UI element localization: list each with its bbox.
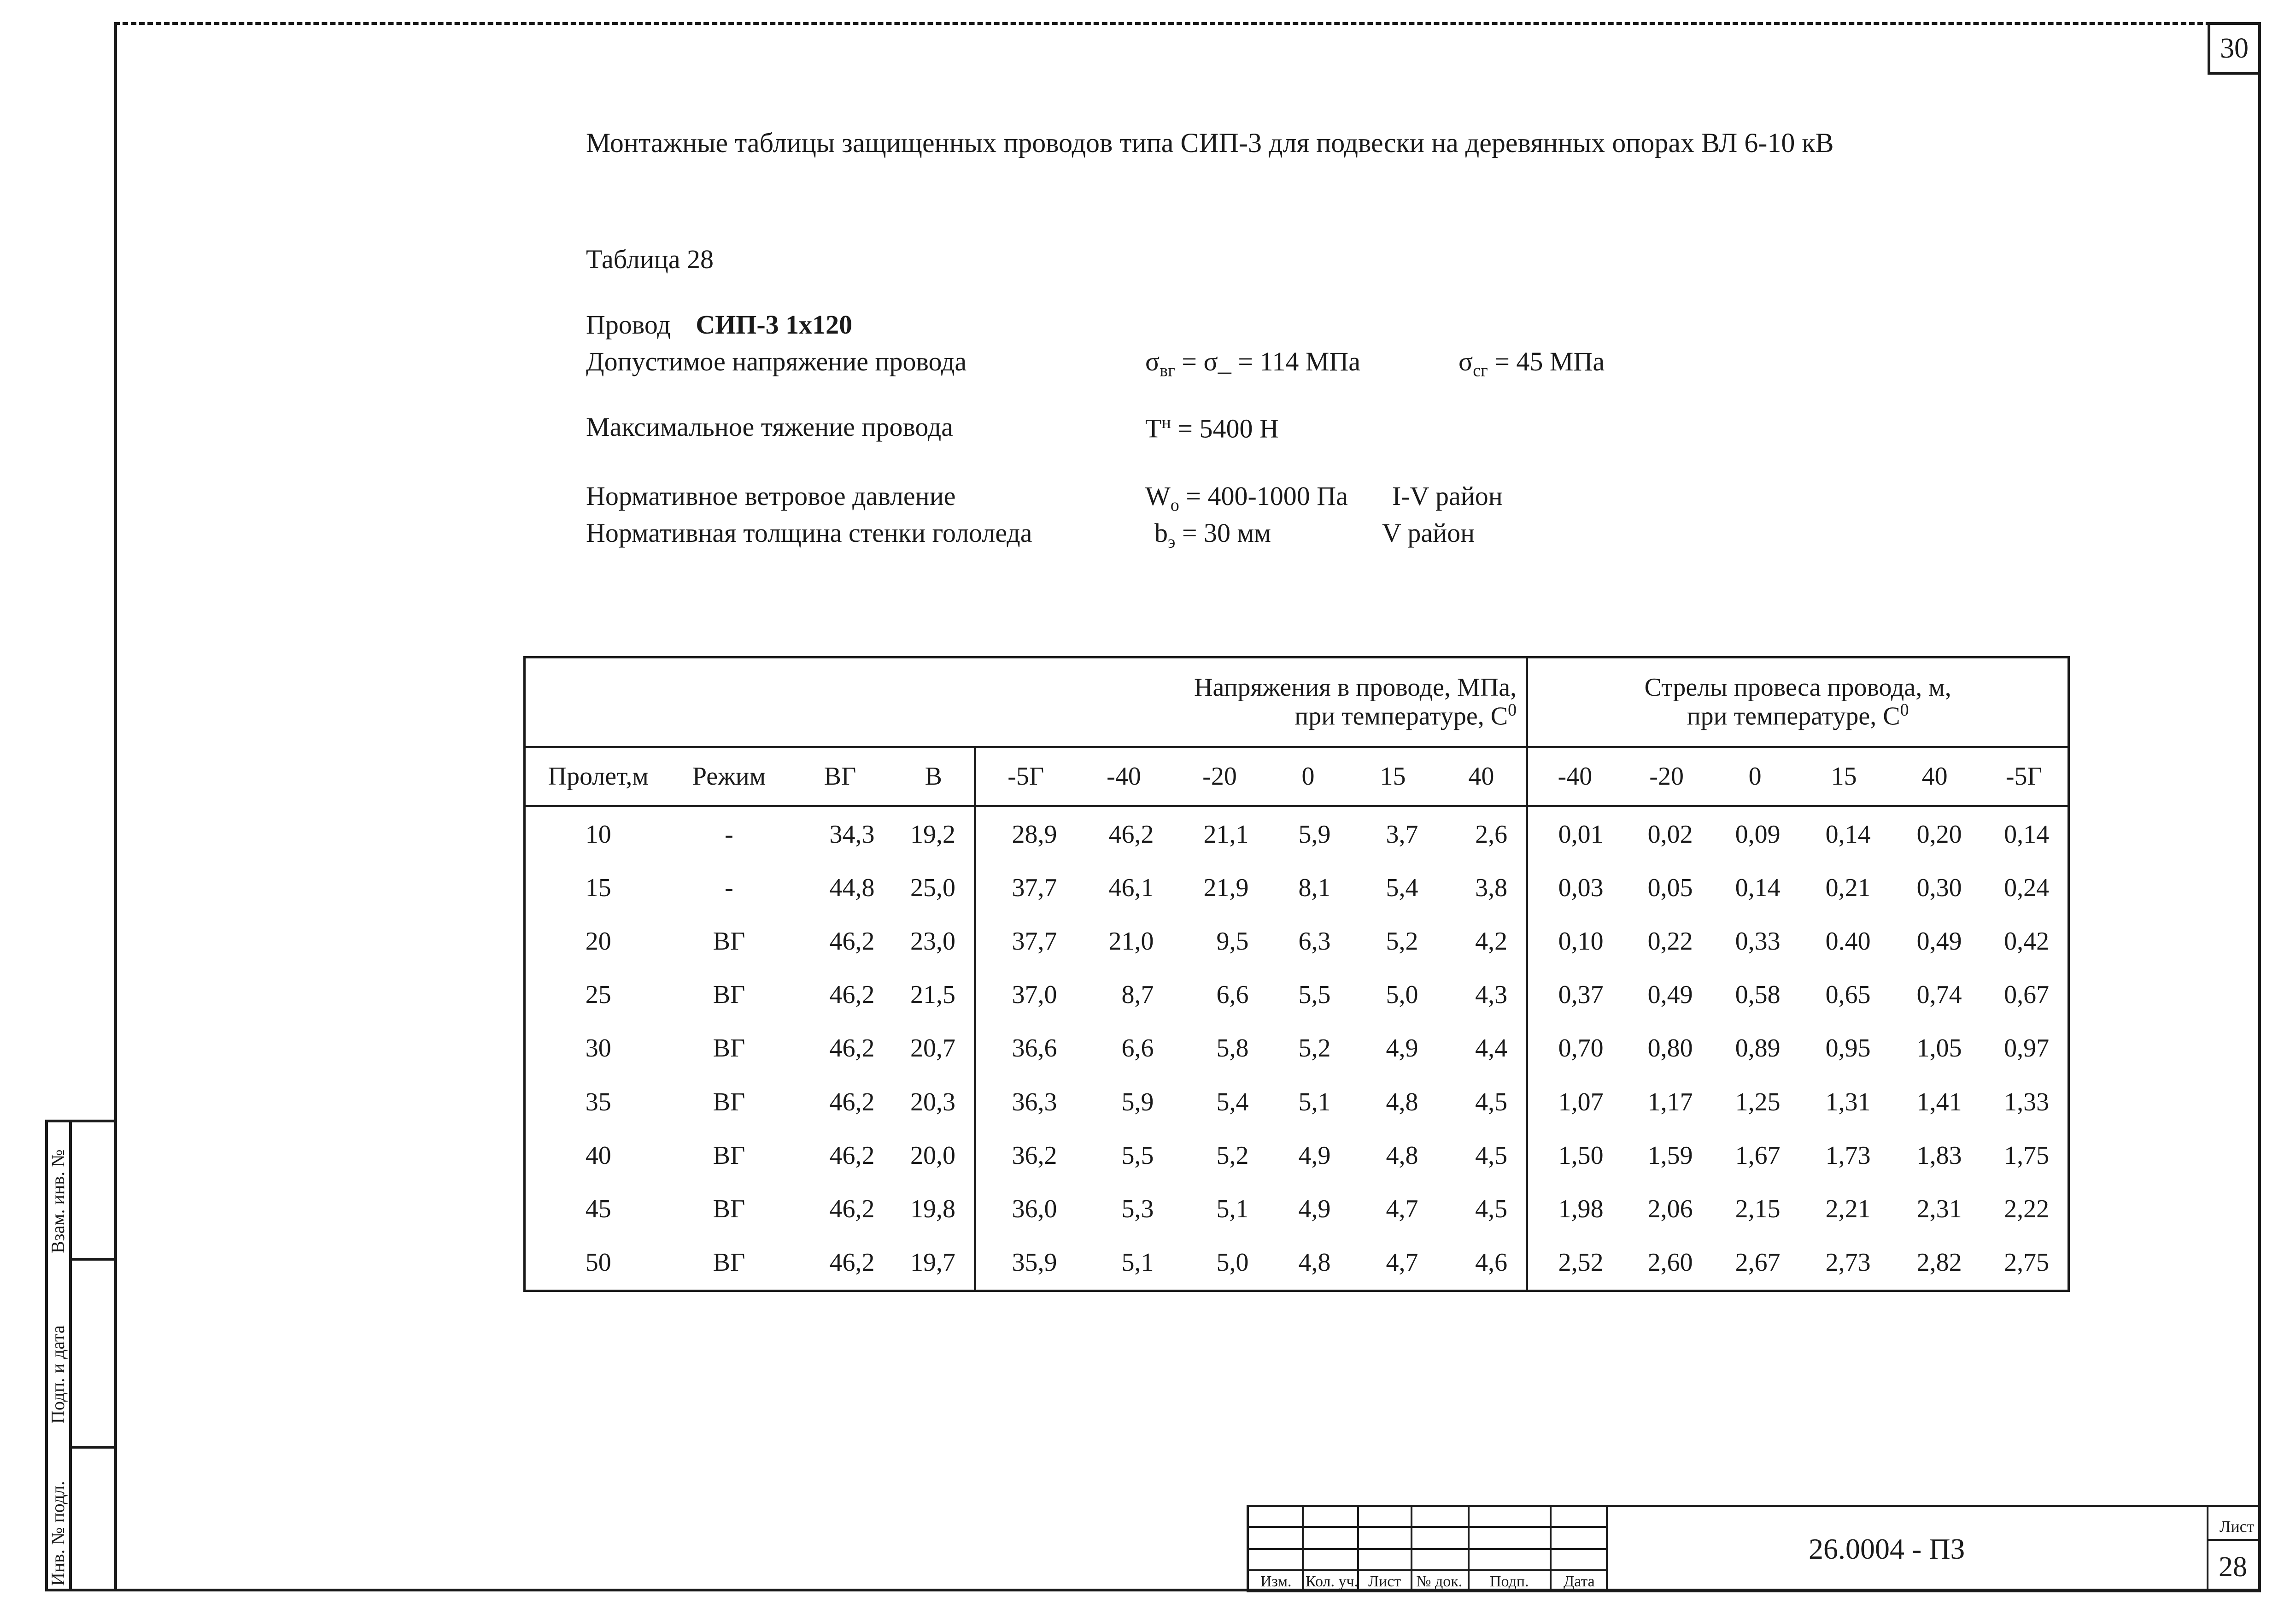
table-cell: 2,75 — [1980, 1236, 2069, 1289]
table-cell: 5,9 — [1298, 820, 1331, 849]
col-header: 40 — [1889, 747, 1980, 806]
tb-label-list: Лист — [1368, 1573, 1401, 1590]
table-cell: 0,67 — [1980, 968, 2069, 1021]
table-row — [525, 1075, 2069, 1129]
col-header: Пролет,м — [525, 747, 671, 806]
table-cell: 1,25 — [1735, 1087, 1781, 1116]
table-cell: 46,2 — [829, 1194, 875, 1223]
table-row — [525, 861, 2069, 915]
title-block-hline — [1247, 1569, 1606, 1571]
table-cell: 0,14 — [1825, 820, 1871, 849]
ice-eq: = 30 мм — [1175, 518, 1271, 548]
table-row — [525, 1236, 2069, 1289]
table-cell: 0,33 — [1735, 927, 1781, 956]
filler-cell-1 — [525, 1289, 975, 1291]
table-cell: 19,7 — [893, 1236, 975, 1289]
col-header: -20 — [1172, 747, 1267, 806]
table-row — [525, 968, 2069, 1021]
col-header: 40 — [1437, 747, 1527, 806]
table-cell: 36,0 — [1012, 1194, 1057, 1223]
max-tension-value — [1145, 414, 1279, 442]
filler-cell-2 — [975, 1289, 1527, 1291]
table-cell: 5,2 — [1216, 1141, 1249, 1170]
table-cell: 0,02 — [1647, 820, 1693, 849]
table-cell: 4,9 — [1386, 1034, 1418, 1063]
title-block-vline — [2207, 1505, 2208, 1592]
table-cell: 5,3 — [1121, 1194, 1154, 1223]
table-cell: 5,0 — [1386, 980, 1418, 1010]
table-cell: 0,22 — [1647, 927, 1693, 956]
table-group-header-row — [525, 657, 2069, 747]
title-block-hline — [1247, 1548, 1606, 1550]
tb-label-podp: Подп. — [1490, 1573, 1529, 1590]
table-cell: 0,49 — [1916, 927, 1962, 956]
sheet-number: 28 — [2219, 1551, 2247, 1583]
allowable-stress-label: Допустимое напряжение провода — [586, 346, 967, 376]
wire-line — [586, 311, 852, 338]
table-cell: 37,7 — [1012, 927, 1057, 956]
table-cell: 21,5 — [893, 968, 975, 1021]
table-cell: 35,9 — [1012, 1248, 1057, 1277]
stress-eq1: = σ_ = 114 МПа — [1175, 346, 1361, 376]
stress-group-subtitle: при температуре, С — [1294, 702, 1508, 731]
col-header: 0 — [1711, 747, 1799, 806]
table-cell: 4,7 — [1386, 1248, 1418, 1277]
stress-group-title: Напряжения в проводе, МПа, — [1194, 673, 1517, 702]
col-header: 15 — [1799, 747, 1889, 806]
table-cell: 0,80 — [1647, 1034, 1693, 1063]
ice-value — [1154, 520, 1271, 551]
tb-label-doc: № док. — [1416, 1573, 1463, 1590]
tb-label-izm: Изм. — [1260, 1573, 1292, 1590]
side-stamp-vzam-inv: Взам. инв. № — [47, 1149, 68, 1253]
side-stamp-vline — [69, 1120, 72, 1591]
side-stamp-inv-podl: Инв. № подл. — [47, 1481, 68, 1586]
table-cell: 2,60 — [1647, 1248, 1693, 1277]
table-cell: 2,6 — [1437, 806, 1527, 861]
title-block-vline — [1302, 1505, 1304, 1592]
table-cell: ВГ — [713, 1248, 745, 1277]
table-cell: 4,3 — [1437, 968, 1527, 1021]
table-cell: 0,30 — [1916, 874, 1962, 903]
installation-table — [523, 656, 2070, 1292]
table-cell: 5,1 — [1216, 1194, 1249, 1223]
col-header: -40 — [1076, 747, 1172, 806]
table-cell: 4,7 — [1386, 1194, 1418, 1223]
ice-label: Нормативная толщина стенки гололеда — [586, 518, 1032, 548]
col-header: -20 — [1622, 747, 1711, 806]
table-cell: ВГ — [713, 927, 745, 956]
table-cell: 0,09 — [1735, 820, 1781, 849]
table-cell: 2,22 — [1980, 1182, 2069, 1236]
wind-label: Нормативное ветровое давление — [586, 481, 956, 511]
table-cell: 46,2 — [829, 980, 875, 1010]
side-stamp-podp-data: Подп. и дата — [47, 1325, 68, 1424]
table-cell: 5,4 — [1386, 874, 1418, 903]
wire-value: СИП-3 1х120 — [696, 310, 853, 340]
table-cell: 40 — [525, 1129, 671, 1182]
table-cell: 46,2 — [829, 927, 875, 956]
table-cell: 28,9 — [1012, 820, 1057, 849]
sag-group-header — [1527, 657, 2069, 747]
table-cell: 4,9 — [1298, 1194, 1331, 1223]
table-cell: 20 — [525, 915, 671, 968]
max-tension-label: Максимальное тяжение провода — [586, 412, 954, 442]
table-cell: 1,73 — [1825, 1141, 1871, 1170]
table-cell: 0,14 — [1980, 806, 2069, 861]
table-cell: 4,5 — [1437, 1182, 1527, 1236]
tb-label-data: Дата — [1564, 1573, 1595, 1590]
table-cell: 21,0 — [1108, 927, 1154, 956]
table-cell: 4,8 — [1386, 1087, 1418, 1116]
table-cell: 1,41 — [1916, 1087, 1962, 1116]
sigma-sg: σ — [1458, 346, 1473, 376]
table-cell: 6,6 — [1121, 1034, 1154, 1063]
table-cell: 0,97 — [1980, 1021, 2069, 1075]
table-row — [525, 915, 2069, 968]
table-column-header-row — [525, 747, 2069, 806]
table-cell: 20,7 — [893, 1021, 975, 1075]
table-cell: 2,67 — [1735, 1248, 1781, 1277]
table-row — [525, 1021, 2069, 1075]
degree-sup-2: 0 — [1900, 700, 1909, 720]
table-cell: 5,2 — [1298, 1034, 1331, 1063]
table-cell: 2,31 — [1916, 1194, 1962, 1223]
table-cell: 0,49 — [1647, 980, 1693, 1010]
stress-group-header — [525, 657, 1527, 747]
title-block-vline — [1550, 1505, 1552, 1592]
table-cell: 36,6 — [1012, 1034, 1057, 1063]
wind-region: I-V район — [1392, 481, 1503, 511]
table-cell: 2,73 — [1825, 1248, 1871, 1277]
table-cell: 15 — [525, 861, 671, 915]
table-cell: 2,52 — [1558, 1248, 1604, 1277]
col-header: Режим — [671, 747, 787, 806]
table-cell: 20,3 — [893, 1075, 975, 1129]
side-stamp-divider — [69, 1446, 114, 1449]
table-cell: 3,8 — [1437, 861, 1527, 915]
table-cell: 21,9 — [1203, 874, 1249, 903]
side-stamp-divider — [69, 1258, 114, 1261]
table-cell: 46,2 — [1108, 820, 1154, 849]
stress-eq2: = 45 МПа — [1488, 346, 1605, 376]
table-cell: 35 — [525, 1075, 671, 1129]
sigma-vg: σ — [1145, 346, 1160, 376]
tension-eq: = 5400 Н — [1171, 413, 1279, 444]
table-cell: 45 — [525, 1182, 671, 1236]
table-cell: 50 — [525, 1236, 671, 1289]
table-cell: 23,0 — [893, 915, 975, 968]
table-cell: 2,15 — [1735, 1194, 1781, 1223]
table-cell: 2,21 — [1825, 1194, 1871, 1223]
table-row — [525, 806, 2069, 861]
tension-symbol: T — [1145, 413, 1162, 444]
table-cell: 0,89 — [1735, 1034, 1781, 1063]
col-header: -5Г — [975, 747, 1076, 806]
table-cell: 0,37 — [1558, 980, 1604, 1010]
table-cell: 1,07 — [1558, 1087, 1604, 1116]
table-cell: 4,8 — [1298, 1248, 1331, 1277]
table-cell: 2,06 — [1647, 1194, 1693, 1223]
document-title: Монтажные таблицы защищенных проводов типа СИП-3 для подвески на деревянных опорах ВЛ 6-10 кВ — [586, 128, 1834, 158]
table-cell: 0,24 — [1980, 861, 2069, 915]
table-cell: ВГ — [713, 980, 745, 1010]
title-block-hline — [2207, 1539, 2261, 1541]
title-block-vline — [1411, 1505, 1412, 1592]
table-label: Таблица 28 — [586, 244, 714, 274]
table-cell: 1,05 — [1916, 1034, 1962, 1063]
sigma-vg-sub: вг — [1160, 361, 1175, 381]
table-cell: 5,9 — [1121, 1087, 1154, 1116]
wire-label: Провод — [586, 310, 671, 340]
ice-region: V район — [1382, 518, 1475, 548]
table-cell: ВГ — [713, 1141, 745, 1170]
table-cell: 1,98 — [1558, 1194, 1604, 1223]
table-cell: 30 — [525, 1021, 671, 1075]
table-cell: 3,7 — [1386, 820, 1418, 849]
table-cell: 4,4 — [1437, 1021, 1527, 1075]
table-cell: ВГ — [713, 1087, 745, 1116]
table-cell: 5,8 — [1216, 1034, 1249, 1063]
table-cell: 0,14 — [1735, 874, 1781, 903]
table-cell: 36,2 — [1012, 1141, 1057, 1170]
col-header: 15 — [1349, 747, 1437, 806]
table-cell: 46,2 — [829, 1034, 875, 1063]
wind-symbol: W — [1145, 481, 1171, 511]
table-cell: 4,2 — [1437, 915, 1527, 968]
table-cell: 5,1 — [1121, 1248, 1154, 1277]
table-row — [525, 1129, 2069, 1182]
table-cell: 34,3 — [829, 820, 875, 849]
tb-label-kol-uch: Кол. уч. — [1306, 1573, 1359, 1590]
page-number-top: 30 — [2208, 22, 2261, 75]
table-cell: 1,50 — [1558, 1141, 1604, 1170]
table-cell: 19,8 — [893, 1182, 975, 1236]
table-cell: ВГ — [713, 1034, 745, 1063]
table-cell: 19,2 — [893, 806, 975, 861]
sag-group-subtitle: при температуре, С — [1687, 702, 1900, 731]
table-cell: 1,83 — [1916, 1141, 1962, 1170]
col-header: 0 — [1267, 747, 1349, 806]
table-cell: 5,0 — [1216, 1248, 1249, 1277]
table-cell: 1,59 — [1647, 1141, 1693, 1170]
allowable-stress-value — [1145, 348, 1360, 380]
filler-cell-3 — [1527, 1289, 2069, 1291]
table-cell: 5,2 — [1386, 927, 1418, 956]
table-cell: 6,3 — [1298, 927, 1331, 956]
table-cell: 5,5 — [1298, 980, 1331, 1010]
table-cell: ВГ — [713, 1194, 745, 1223]
stress-sg-value — [1458, 348, 1605, 380]
table-cell: 4,5 — [1437, 1075, 1527, 1129]
table-cell: 1,67 — [1735, 1141, 1781, 1170]
table-cell: 46,1 — [1108, 874, 1154, 903]
sheet-label: Лист — [2220, 1517, 2255, 1536]
table-cell: 0,10 — [1558, 927, 1604, 956]
table-cell: 0,42 — [1980, 915, 2069, 968]
table-cell: 0,01 — [1558, 820, 1604, 849]
table-filler-row — [525, 1289, 2069, 1291]
table-cell: 0,21 — [1825, 874, 1871, 903]
col-header: ВГ — [787, 747, 893, 806]
table-cell: 36,3 — [1012, 1087, 1057, 1116]
document-code: 26.0004 - ПЗ — [1809, 1532, 1965, 1565]
table-cell: - — [725, 874, 733, 903]
table-cell: 4,9 — [1298, 1141, 1331, 1170]
table-cell: 0,74 — [1916, 980, 1962, 1010]
wind-sub: o — [1170, 495, 1179, 515]
degree-sup-1: 0 — [1508, 700, 1517, 720]
title-block-vline — [1606, 1505, 1608, 1592]
table-cell: 5,1 — [1298, 1087, 1331, 1116]
table-cell: - — [725, 820, 733, 849]
table-row — [525, 1182, 2069, 1236]
table-cell: 0.40 — [1825, 927, 1871, 956]
table-cell: 10 — [525, 806, 671, 861]
table-cell: 4,6 — [1437, 1236, 1527, 1289]
ice-sub: э — [1168, 532, 1176, 552]
title-block-vline — [1468, 1505, 1470, 1592]
col-header: -5Г — [1980, 747, 2069, 806]
table-cell: 5,5 — [1121, 1141, 1154, 1170]
table-cell: 21,1 — [1203, 820, 1249, 849]
table-cell: 9,5 — [1216, 927, 1249, 956]
table-cell: 20,0 — [893, 1129, 975, 1182]
wind-value — [1145, 483, 1348, 514]
table-cell: 0,70 — [1558, 1034, 1604, 1063]
table-cell: 0,03 — [1558, 874, 1604, 903]
table-cell: 8,1 — [1298, 874, 1331, 903]
table-cell: 1,33 — [1980, 1075, 2069, 1129]
tension-sup: н — [1161, 413, 1171, 432]
sag-group-title: Стрелы провеса провода, м, — [1644, 673, 1951, 702]
table-cell: 6,6 — [1216, 980, 1249, 1010]
table-cell: 2,82 — [1916, 1248, 1962, 1277]
table-cell: 44,8 — [829, 874, 875, 903]
table-cell: 46,2 — [829, 1248, 875, 1277]
table-cell: 4,8 — [1386, 1141, 1418, 1170]
table-cell: 1,17 — [1647, 1087, 1693, 1116]
table-cell: 1,31 — [1825, 1087, 1871, 1116]
table-cell: 0,20 — [1916, 820, 1962, 849]
table-cell: 37,7 — [1012, 874, 1057, 903]
table-cell: 25,0 — [893, 861, 975, 915]
table-cell: 0,58 — [1735, 980, 1781, 1010]
table-cell: 5,4 — [1216, 1087, 1249, 1116]
table-cell: 4,5 — [1437, 1129, 1527, 1182]
table-cell: 0,65 — [1825, 980, 1871, 1010]
table-cell: 0,05 — [1647, 874, 1693, 903]
table-cell: 0,95 — [1825, 1034, 1871, 1063]
col-header: В — [893, 747, 975, 806]
col-header: -40 — [1527, 747, 1622, 806]
ice-symbol: b — [1154, 518, 1168, 548]
title-block-hline — [1247, 1526, 1606, 1528]
table-cell: 1,75 — [1980, 1129, 2069, 1182]
sigma-sg-sub: сг — [1473, 361, 1488, 381]
table-cell: 46,2 — [829, 1087, 875, 1116]
wind-eq: = 400-1000 Па — [1179, 481, 1348, 511]
table-cell: 25 — [525, 968, 671, 1021]
table-cell: 46,2 — [829, 1141, 875, 1170]
table-cell: 37,0 — [1012, 980, 1057, 1010]
table-cell: 8,7 — [1121, 980, 1154, 1010]
